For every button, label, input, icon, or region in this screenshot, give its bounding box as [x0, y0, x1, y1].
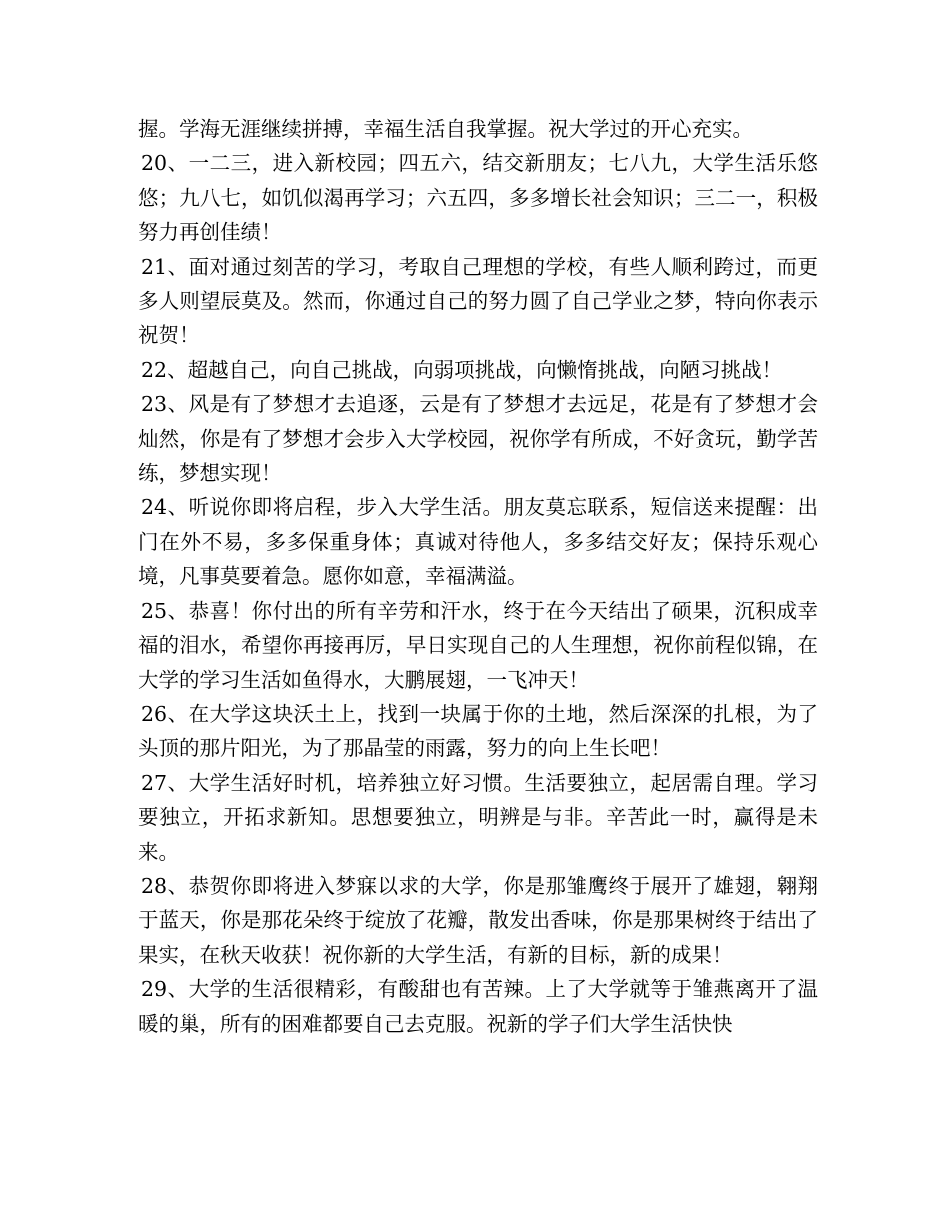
paragraph-26: 26、在大学这块沃土上，找到一块属于你的土地，然后深深的扎根，为了头顶的那片阳光，为了那晶莹的雨露，努力的向上生长吧！ — [138, 701, 818, 761]
paragraph-20: 20、一二三，进入新校园；四五六，结交新朋友；七八九，大学生活乐悠悠；九八七，如饥似渴再学习；六五四，多多增长社会知识；三二一，积极努力再创佳绩！ — [138, 151, 818, 245]
paragraph-22: 22、超越自己，向自己挑战，向弱项挑战，向懒惰挑战，向陋习挑战！ — [141, 357, 783, 382]
document-page — [138, 112, 818, 1041]
paragraph-29: 29、大学的生活很精彩，有酸甜也有苦辣。上了大学就等于雏燕离开了温暖的巢，所有的困难都要自己去克服。祝新的学子们大学生活快快 — [138, 977, 818, 1036]
paragraph-continued: 握。学海无涯继续拼搏，幸福生活自我掌握。祝大学过的开心充实。 — [138, 117, 753, 141]
paragraph-28: 28、恭贺你即将进入梦寐以求的大学，你是那雏鹰终于展开了雄翅，翱翔于蓝天，你是那花朵终于绽放了花瓣，散发出香味，你是那果树终于结出了果实，在秋天收获！祝你新的大学生活，有新的目标，新的成果！ — [138, 873, 818, 967]
paragraph-27: 27、大学生活好时机，培养独立好习惯。生活要独立，起居需自理。学习要独立，开拓求新知。思想要独立，明辨是与非。辛苦此一时，赢得是未来。 — [138, 770, 818, 864]
paragraph-23: 23、风是有了梦想才去追逐，云是有了梦想才去远足，花是有了梦想才会灿然，你是有了梦想才会步入大学校园，祝你学有所成，不好贪玩，勤学苦练，梦想实现！ — [138, 392, 818, 486]
paragraph-25: 25、恭喜！你付出的所有辛劳和汗水，终于在今天结出了硕果，沉积成幸福的泪水，希望你再接再厉，早日实现自己的人生理想，祝你前程似锦，在大学的学习生活如鱼得水，大鹏展翅，一飞冲天！ — [138, 598, 818, 692]
paragraph-21: 21、面对通过刻苦的学习，考取自己理想的学校，有些人顺利跨过，而更多人则望辰莫及。然而，你通过自己的努力圆了自己学业之梦，特向你表示祝贺！ — [138, 254, 818, 348]
paragraph-24: 24、听说你即将启程，步入大学生活。朋友莫忘联系，短信送来提醒：出门在外不易，多多保重身体；真诚对待他人，多多结交好友；保持乐观心境，凡事莫要着急。愿你如意，幸福满溢。 — [138, 495, 818, 589]
